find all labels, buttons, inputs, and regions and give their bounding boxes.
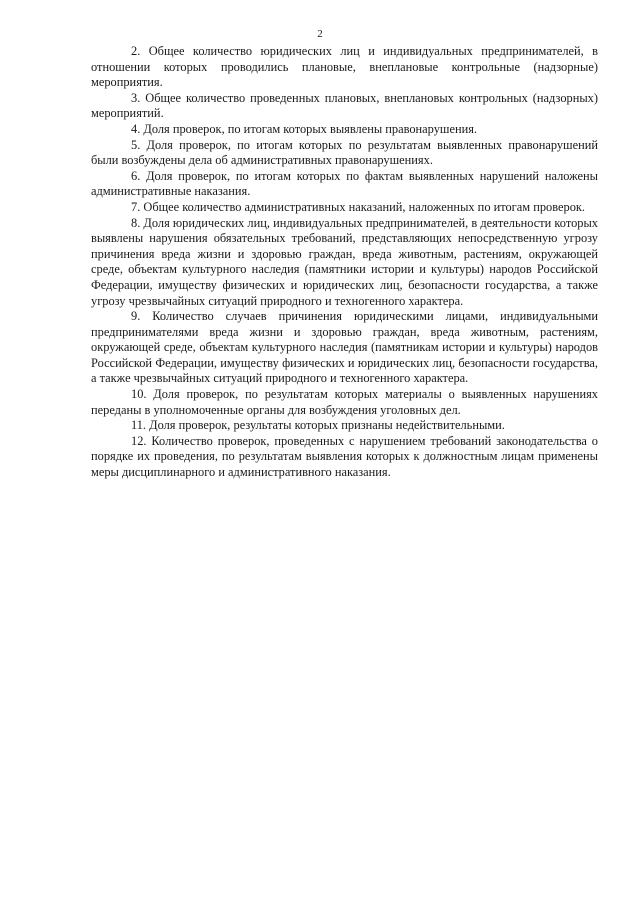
paragraph-item-6: 6. Доля проверок, по итогам которых по фактам выявленных нарушений наложены административные наказания. (91, 168, 598, 199)
document-body (91, 44, 598, 481)
paragraph-item-9: 9. Количество случаев причинения юридическими лицами, индивидуальными предпринимателями вреда жизни и здоровью граждан, вреда животным, растениям, окружающей среде, объектам культурного наследия (памятникам истории и культуры) народов Российской Федерации, имуществу физических и юридических лиц, безопасности государства, а также чрезвычайных ситуаций природного и техногенного характера. (91, 309, 598, 386)
paragraph-item-8: 8. Доля юридических лиц, индивидуальных предпринимателей, в деятельности которых выявлены нарушения обязательных требований, представляющих непосредственную угрозу причинения вреда жизни и здоровью граждан, вреда животным, растениям, окружающей среде, объектам культурного наследия (памятники истории и культуры) народов Российской Федерации, имуществу физических и юридических лиц, безопасности государства, а также угрозу чрезвычайных ситуаций природного и техногенного характера. (91, 215, 598, 308)
paragraph-item-3: 3. Общее количество проведенных плановых, внеплановых контрольных (надзорных) мероприятий. (91, 90, 598, 121)
paragraph-item-7: 7. Общее количество административных наказаний, наложенных по итогам проверок. (131, 199, 586, 214)
paragraph-item-11: 11. Доля проверок, результаты которых признаны недействительными. (131, 418, 505, 433)
paragraph-item-10: 10. Доля проверок, по результатам которых материалы о выявленных нарушениях переданы в уполномоченные органы для возбуждения уголовных дел. (91, 387, 598, 417)
paragraph-item-12: 12. Количество проверок, проведенных с нарушением требований законодательства о порядке их проведения, по результатам выявления которых к должностным лицам применены меры дисциплинарного и административного наказания. (91, 433, 598, 480)
paragraph-item-5: 5. Доля проверок, по итогам которых по результатам выявленных правонарушений были возбуждены дела об административных правонарушениях. (91, 137, 598, 168)
paragraph-item-2: 2. Общее количество юридических лиц и индивидуальных предпринимателей, в отношении которых проводились плановые, внеплановые контрольные (надзорные) мероприятия. (91, 44, 598, 90)
paragraph-item-4: 4. Доля проверок, по итогам которых выявлены правонарушения. (131, 121, 478, 136)
page-number: 2 (317, 28, 323, 40)
